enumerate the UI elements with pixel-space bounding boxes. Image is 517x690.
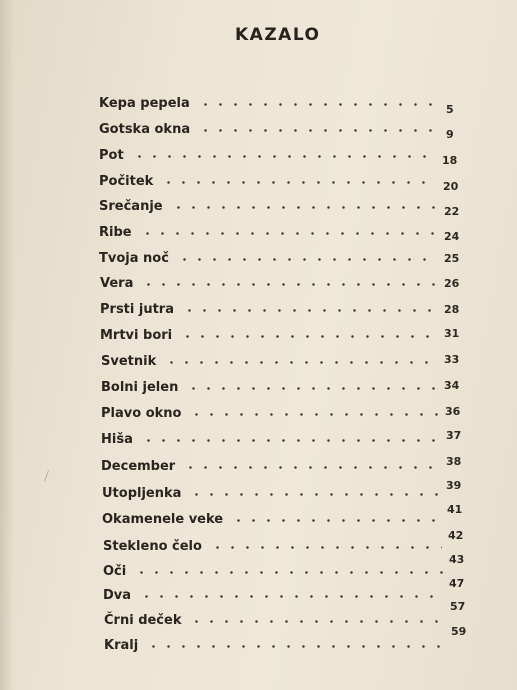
- toc-entry-page-number: 38: [446, 455, 462, 468]
- toc-entry: [102, 479, 462, 504]
- toc-entry-page-number: 25: [444, 252, 460, 265]
- toc-entry: [104, 625, 467, 656]
- toc-entry-page-number: 20: [443, 180, 459, 193]
- dot-leader: [134, 571, 443, 574]
- toc-entry-title: Pot: [99, 148, 124, 163]
- dot-leader: [189, 493, 440, 496]
- toc-entry-title: Kralj: [104, 638, 139, 653]
- toc-entry-title: Dva: [103, 588, 132, 603]
- toc-entry-title: Prsti jutra: [100, 302, 174, 317]
- toc-entry-page-number: 31: [444, 327, 460, 340]
- toc-entry: [102, 503, 463, 530]
- toc-entry: [103, 553, 465, 582]
- page-title: KAZALO: [235, 25, 321, 45]
- toc-entry-title: Oči: [103, 564, 127, 579]
- toc-entry-title: Bolni jelen: [101, 380, 179, 395]
- dot-leader: [186, 387, 438, 390]
- toc-entry-title: Srečanje: [99, 199, 163, 214]
- toc-entry-title: December: [101, 459, 176, 474]
- toc-entry-page-number: 18: [442, 154, 458, 167]
- dot-leader: [189, 620, 444, 623]
- toc-entry: [99, 146, 459, 166]
- toc-entry-page-number: 22: [444, 205, 460, 218]
- toc-entry: [99, 94, 459, 114]
- toc-entry-title: Vera: [100, 276, 134, 291]
- toc-entry: [103, 529, 464, 557]
- toc-entry: [100, 300, 460, 320]
- toc-entry: [101, 378, 461, 398]
- toc-entry: [103, 577, 465, 606]
- toc-entry-page-number: 34: [444, 379, 460, 392]
- toc-entry-title: Utopljenka: [102, 486, 182, 501]
- toc-entry-title: Mrtvi bori: [100, 328, 173, 343]
- toc-entry: [99, 172, 459, 192]
- toc-entry-title: Okamenele veke: [102, 512, 224, 527]
- toc-entry-page-number: 47: [449, 577, 465, 590]
- toc-entry-page-number: 24: [444, 230, 460, 243]
- toc-entry-page-number: 37: [446, 429, 462, 442]
- toc-entry-page-number: 43: [449, 553, 465, 566]
- toc-entry: [104, 600, 466, 631]
- dot-leader: [140, 232, 438, 235]
- dot-leader: [132, 155, 436, 158]
- dot-leader: [180, 335, 438, 338]
- toc-entry: [101, 352, 461, 372]
- dot-leader: [164, 361, 438, 364]
- toc-entry-title: Kepa pepela: [99, 96, 190, 111]
- toc-entry-page-number: 33: [444, 353, 460, 366]
- toc-entry-page-number: 26: [444, 277, 460, 290]
- toc-entry-page-number: 59: [451, 625, 467, 638]
- dot-leader: [189, 413, 439, 416]
- dot-leader: [182, 309, 438, 312]
- toc-entry-page-number: 28: [444, 303, 460, 316]
- dot-leader: [171, 206, 438, 209]
- toc-entry-page-number: 57: [450, 600, 466, 613]
- toc-entry: [99, 223, 459, 243]
- toc-entry: [101, 404, 461, 424]
- toc-entry-title: Stekleno čelo: [103, 539, 202, 554]
- toc-entry: [99, 197, 459, 217]
- toc-entry-title: Hiša: [101, 432, 133, 447]
- toc-entry-title: Gotska okna: [99, 122, 191, 137]
- toc-entry: [100, 274, 460, 294]
- dot-leader: [231, 519, 441, 522]
- toc-entry: [101, 457, 461, 477]
- toc-entry-page-number: 41: [447, 503, 463, 516]
- dot-leader: [183, 466, 440, 469]
- toc-entry-title: Počitek: [99, 174, 154, 189]
- toc-entry-page-number: 9: [446, 128, 454, 141]
- dot-leader: [198, 129, 440, 132]
- toc-entry: [99, 249, 459, 269]
- dot-leader: [139, 595, 443, 598]
- toc-entry-title: Svetnik: [101, 354, 157, 369]
- dot-leader: [177, 258, 438, 261]
- dot-leader: [141, 283, 438, 286]
- dot-leader: [210, 546, 442, 549]
- toc-entry-page-number: 39: [446, 479, 462, 492]
- toc-entry: [101, 430, 461, 450]
- toc-entry-title: Črni deček: [104, 613, 182, 628]
- toc-entry-page-number: 5: [446, 103, 454, 116]
- toc-entry: [100, 326, 460, 346]
- dot-leader: [141, 439, 440, 442]
- dot-leader: [146, 645, 445, 648]
- toc-entry-page-number: 42: [448, 529, 464, 542]
- toc-entry-title: Ribe: [99, 225, 132, 240]
- toc-entry-page-number: 36: [445, 405, 461, 418]
- dot-leader: [198, 103, 440, 106]
- toc-entry-title: Plavo okno: [101, 406, 182, 421]
- toc-entry: [99, 120, 459, 140]
- toc-entry-title: Tvoja noč: [99, 251, 169, 266]
- dot-leader: [161, 181, 437, 184]
